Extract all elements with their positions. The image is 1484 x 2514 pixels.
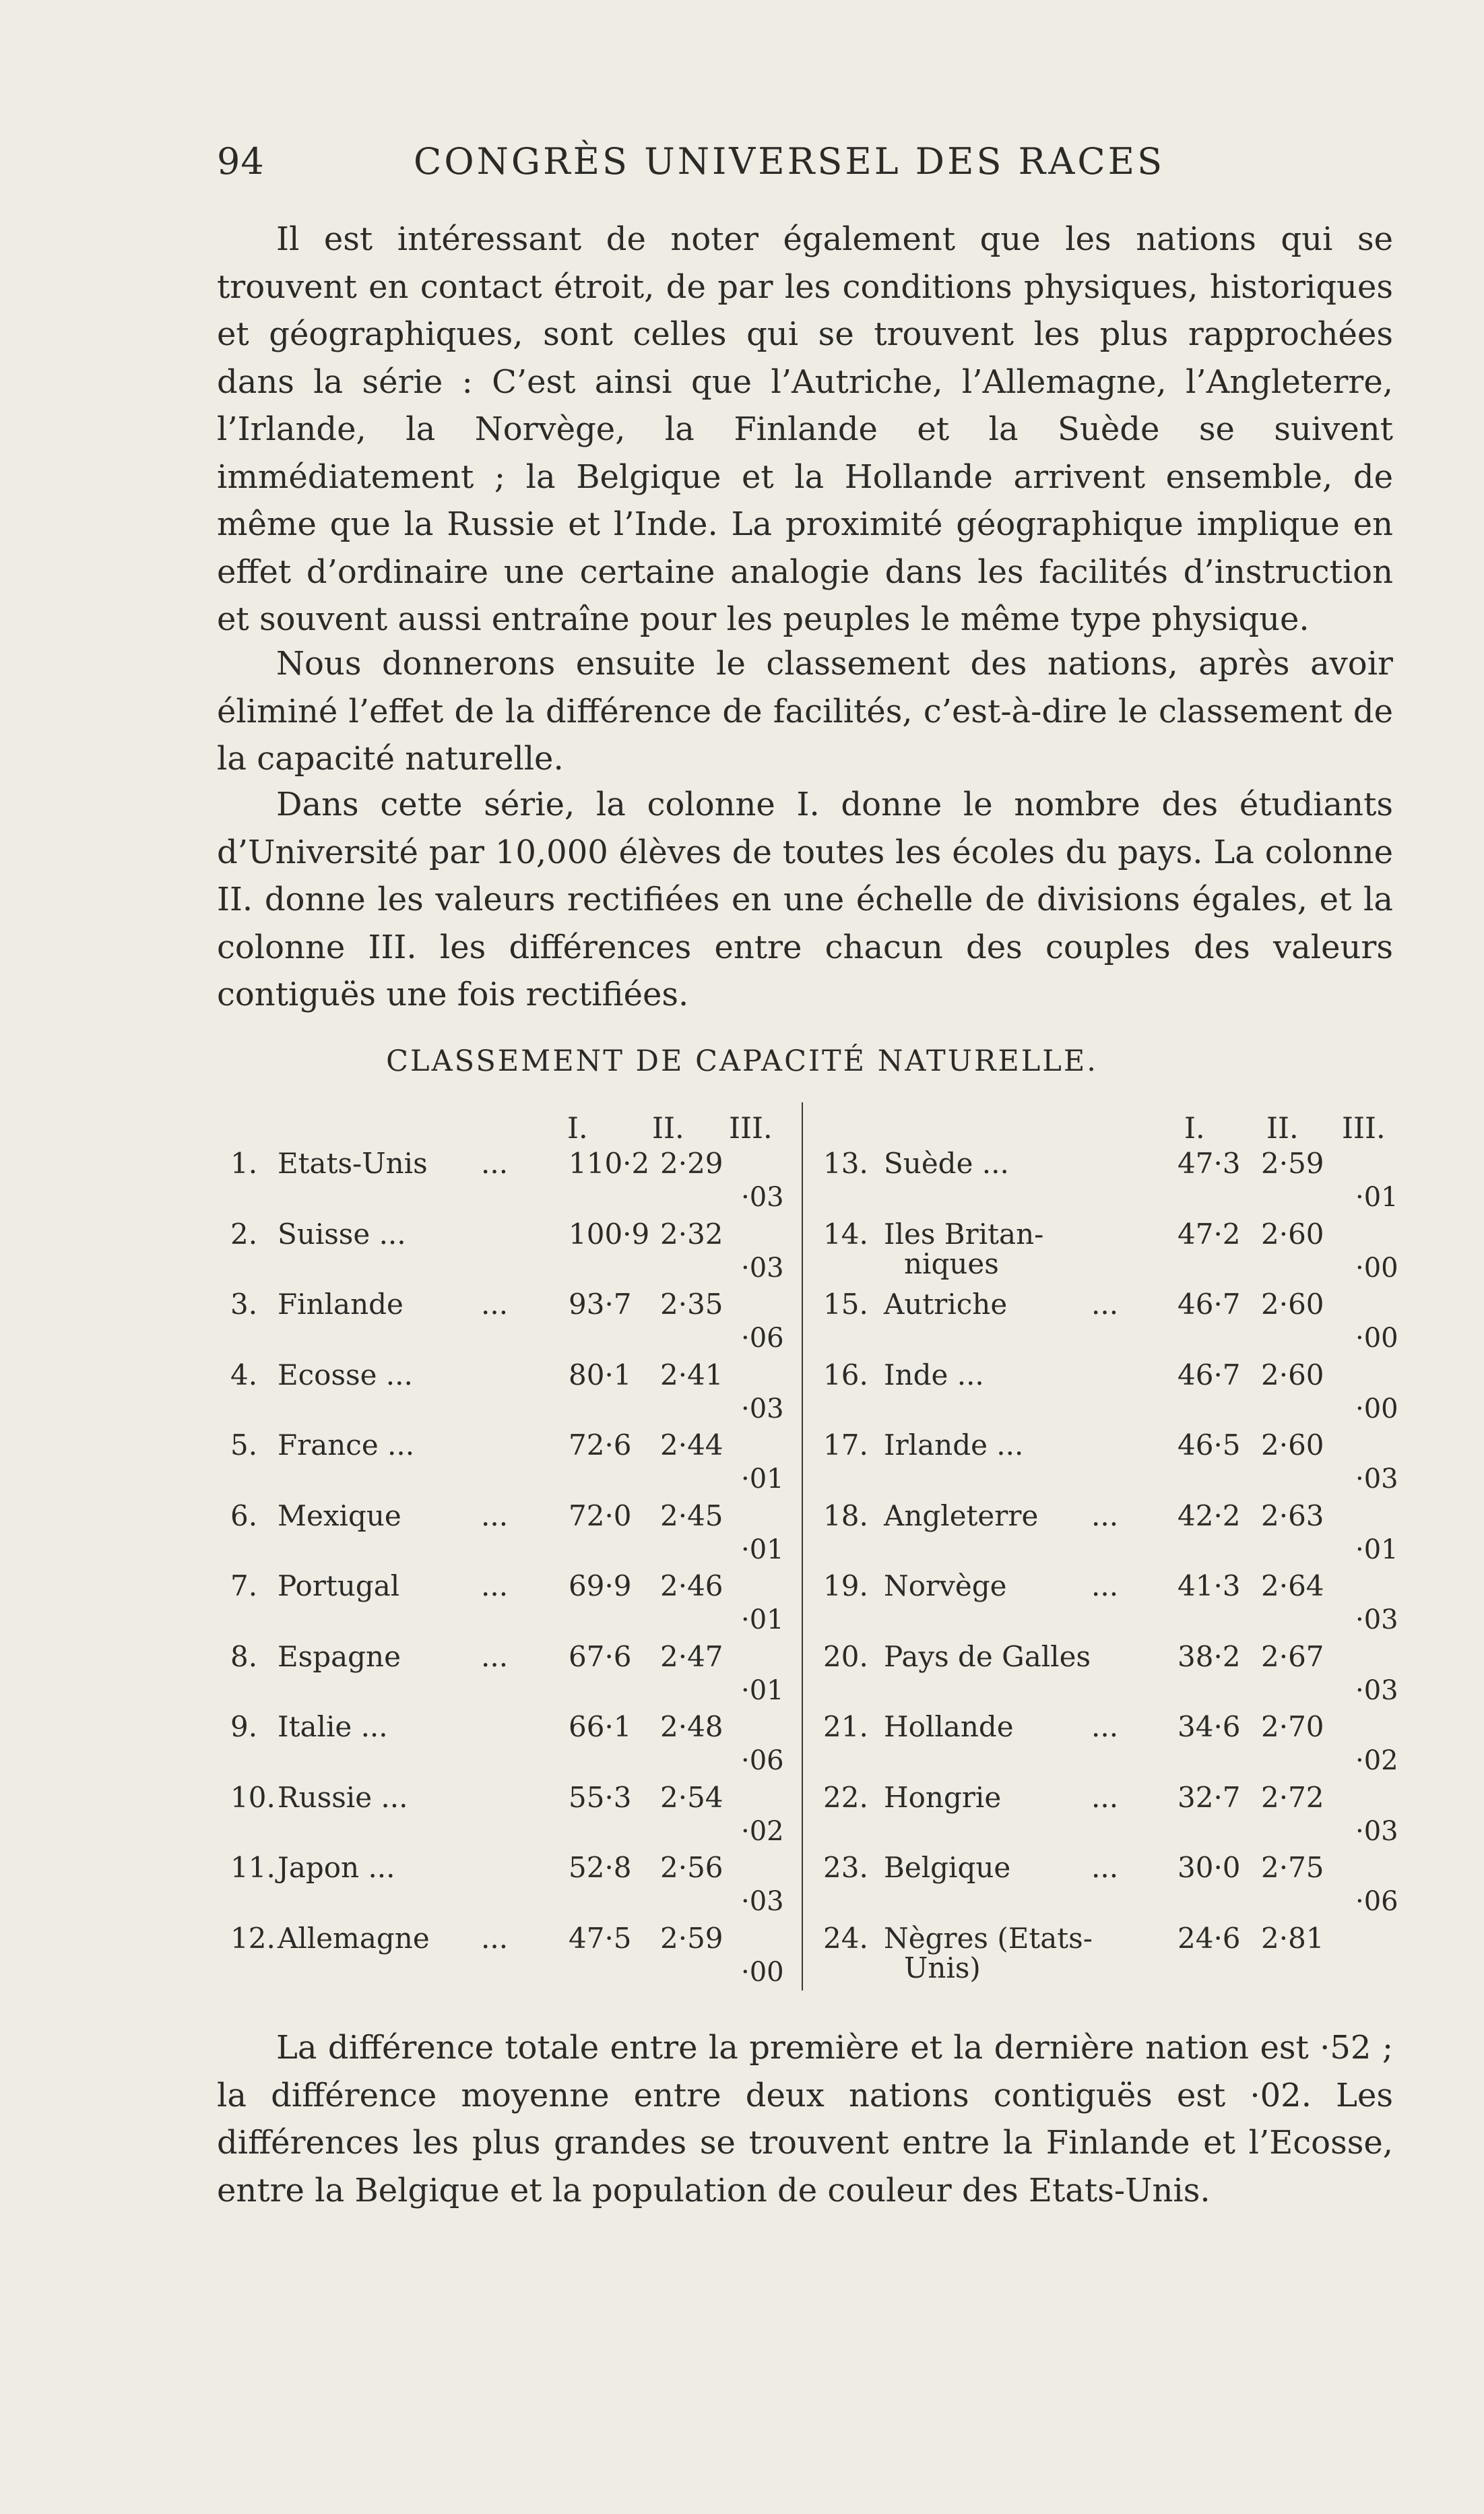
leader-dots: ...: [481, 1569, 509, 1602]
column-iii-difference: ·06: [1355, 1886, 1398, 1917]
rank-number: 9.: [230, 1710, 258, 1743]
column-iii-difference: ·03: [741, 1393, 784, 1424]
nation-name: Nègres (Etats-: [884, 1921, 1093, 1955]
column-iii-difference: ·01: [1355, 1534, 1398, 1565]
paragraph-3: [217, 781, 1393, 1019]
rank-number: 10.: [230, 1780, 276, 1814]
column-iii-difference: ·03: [1355, 1674, 1398, 1706]
column-ii-value: 2·45: [660, 1499, 723, 1532]
column-iii-difference: ·03: [1355, 1604, 1398, 1635]
column-ii-value: 2·29: [660, 1147, 723, 1180]
rank-number: 8.: [230, 1639, 258, 1673]
column-i-value: 30·0: [1177, 1851, 1241, 1884]
rank-number: 11.: [230, 1851, 276, 1884]
nation-name-continued: niques: [904, 1247, 999, 1280]
column-iii-difference: ·03: [1355, 1815, 1398, 1847]
column-i-value: 66·1: [569, 1710, 632, 1743]
column-i-value: 55·3: [569, 1780, 632, 1814]
nation-name: Suède ...: [884, 1147, 1009, 1180]
column-iii-difference: ·00: [741, 1956, 784, 1988]
nation-name: Suisse ...: [278, 1217, 406, 1251]
column-i-value: 67·6: [569, 1639, 632, 1673]
leader-dots: ...: [1091, 1851, 1119, 1884]
column-i-value: 47·5: [569, 1921, 632, 1955]
leader-dots: ...: [1091, 1569, 1119, 1602]
column-ii-value: 2·32: [660, 1217, 723, 1251]
column-ii-value: 2·60: [1261, 1358, 1324, 1391]
nation-name: Japon ...: [278, 1851, 395, 1884]
rank-number: 16.: [823, 1358, 868, 1391]
column-i-value: 72·0: [569, 1499, 632, 1532]
rank-number: 20.: [823, 1639, 868, 1673]
rank-number: 19.: [823, 1569, 868, 1602]
column-i-value: 32·7: [1177, 1780, 1241, 1814]
paragraph-2: [217, 640, 1393, 783]
page-number: 94: [217, 140, 265, 183]
rank-number: 23.: [823, 1851, 868, 1884]
rank-number: 6.: [230, 1499, 258, 1532]
column-iii-difference: ·00: [1355, 1393, 1398, 1424]
column-i-value: 93·7: [569, 1288, 632, 1321]
column-i-value: 24·6: [1177, 1921, 1241, 1955]
leader-dots: ...: [1091, 1499, 1119, 1532]
column-ii-value: 2·54: [660, 1780, 723, 1814]
col-header-right-2: II.: [1266, 1112, 1299, 1145]
rank-number: 5.: [230, 1428, 258, 1462]
nation-name: Angleterre: [884, 1499, 1039, 1532]
rank-number: 12.: [230, 1921, 276, 1955]
column-iii-difference: ·01: [1355, 1182, 1398, 1213]
column-ii-value: 2·35: [660, 1288, 723, 1321]
nation-name: Hollande: [884, 1710, 1014, 1743]
nation-name: Etats-Unis: [278, 1147, 428, 1180]
rank-number: 3.: [230, 1288, 258, 1321]
column-ii-value: 2·75: [1261, 1851, 1324, 1884]
column-iii-difference: ·03: [1355, 1464, 1398, 1495]
nation-name: France ...: [278, 1428, 415, 1462]
column-i-value: 46·5: [1177, 1428, 1241, 1462]
rank-number: 14.: [823, 1217, 868, 1251]
nation-name: Portugal: [278, 1569, 400, 1602]
paragraph-4: [217, 2024, 1393, 2214]
nation-name: Pays de Galles: [884, 1639, 1091, 1673]
table-title: CLASSEMENT DE CAPACITÉ NATURELLE.: [386, 1044, 1098, 1078]
leader-dots: ...: [481, 1921, 509, 1955]
col-header-right-3: III.: [1342, 1112, 1386, 1145]
column-i-value: 52·8: [569, 1851, 632, 1884]
nation-name: Mexique: [278, 1499, 401, 1532]
column-ii-value: 2·60: [1261, 1217, 1324, 1251]
nation-name: Finlande: [278, 1288, 404, 1321]
column-ii-value: 2·72: [1261, 1780, 1324, 1814]
column-iii-difference: ·01: [741, 1464, 784, 1495]
column-ii-value: 2·81: [1261, 1921, 1324, 1955]
column-ii-value: 2·60: [1261, 1288, 1324, 1321]
column-divider: [802, 1102, 803, 1990]
leader-dots: ...: [481, 1288, 509, 1321]
column-i-value: 72·6: [569, 1428, 632, 1462]
nation-name: Inde ...: [884, 1358, 984, 1391]
rank-number: 24.: [823, 1921, 868, 1955]
rank-number: 2.: [230, 1217, 258, 1251]
column-iii-difference: ·02: [741, 1815, 784, 1847]
capacity-table: [217, 1102, 1402, 1992]
column-iii-difference: ·03: [741, 1182, 784, 1213]
nation-name: Autriche: [884, 1288, 1008, 1321]
column-iii-difference: ·02: [1355, 1745, 1398, 1776]
column-iii-difference: ·03: [741, 1886, 784, 1917]
column-ii-value: 2·44: [660, 1428, 723, 1462]
col-header-left-2: II.: [652, 1112, 684, 1145]
column-ii-value: 2·46: [660, 1569, 723, 1602]
paragraph-text: Dans cette série, la colonne I. donne le nombre des étudiants d’Université par 10,000 élèves de toutes les écoles du pays. La colonne II. donne les valeurs rectifiées en une échelle de divisions égales, et la colonne III. les différences entre chacun des couples des valeurs contiguës une fois rectifiées.: [217, 786, 1393, 1013]
nation-name: Iles Britan-: [884, 1217, 1044, 1251]
rank-number: 17.: [823, 1428, 868, 1462]
rank-number: 4.: [230, 1358, 258, 1391]
paragraph-1: [217, 216, 1393, 643]
leader-dots: ...: [481, 1499, 509, 1532]
rank-number: 1.: [230, 1147, 258, 1180]
nation-name: Irlande ...: [884, 1428, 1024, 1462]
paragraph-text: La différence totale entre la première et la dernière nation est ·52 ; la différence moyenne entre deux nations contiguës est ·02. Les différences les plus grandes se trouvent entre la Finlande et l’Ecosse, entre la Belgique et la population de couleur des Etats-Unis.: [217, 2029, 1393, 2209]
nation-name: Russie ...: [278, 1780, 408, 1814]
column-i-value: 110·2: [569, 1147, 650, 1180]
column-i-value: 69·9: [569, 1569, 632, 1602]
paragraph-text: Nous donnerons ensuite le classement des nations, après avoir éliminé l’effet de la différence de facilités, c’est-à-dire le classement de la capacité naturelle.: [217, 645, 1393, 778]
column-ii-value: 2·47: [660, 1639, 723, 1673]
rank-number: 18.: [823, 1499, 868, 1532]
column-ii-value: 2·70: [1261, 1710, 1324, 1743]
column-iii-difference: ·01: [741, 1534, 784, 1565]
column-ii-value: 2·67: [1261, 1639, 1324, 1673]
column-ii-value: 2·60: [1261, 1428, 1324, 1462]
column-i-value: 47·2: [1177, 1217, 1241, 1251]
col-header-left-1: I.: [567, 1112, 588, 1145]
column-iii-difference: ·00: [1355, 1252, 1398, 1284]
column-ii-value: 2·48: [660, 1710, 723, 1743]
column-ii-value: 2·56: [660, 1851, 723, 1884]
column-iii-difference: ·06: [741, 1745, 784, 1776]
nation-name: Belgique: [884, 1851, 1011, 1884]
leader-dots: ...: [1091, 1780, 1119, 1814]
column-i-value: 34·6: [1177, 1710, 1241, 1743]
column-iii-difference: ·03: [741, 1252, 784, 1284]
rank-number: 15.: [823, 1288, 868, 1321]
nation-name: Ecosse ...: [278, 1358, 413, 1391]
rank-number: 13.: [823, 1147, 868, 1180]
nation-name: Allemagne: [278, 1921, 430, 1955]
column-i-value: 47·3: [1177, 1147, 1241, 1180]
running-title: CONGRÈS UNIVERSEL DES RACES: [414, 140, 1165, 183]
column-i-value: 100·9: [569, 1217, 650, 1251]
column-i-value: 46·7: [1177, 1288, 1241, 1321]
column-iii-difference: ·06: [741, 1323, 784, 1354]
rank-number: 22.: [823, 1780, 868, 1814]
rank-number: 7.: [230, 1569, 258, 1602]
leader-dots: ...: [1091, 1288, 1119, 1321]
column-ii-value: 2·41: [660, 1358, 723, 1391]
column-i-value: 46·7: [1177, 1358, 1241, 1391]
column-iii-difference: ·01: [741, 1604, 784, 1635]
col-header-left-3: III.: [729, 1112, 773, 1145]
col-header-right-1: I.: [1184, 1112, 1205, 1145]
column-iii-difference: ·01: [741, 1674, 784, 1706]
column-ii-value: 2·63: [1261, 1499, 1324, 1532]
rank-number: 21.: [823, 1710, 868, 1743]
leader-dots: ...: [481, 1639, 509, 1673]
leader-dots: ...: [1091, 1710, 1119, 1743]
nation-name: Espagne: [278, 1639, 401, 1673]
column-i-value: 80·1: [569, 1358, 632, 1391]
nation-name: Norvège: [884, 1569, 1007, 1602]
column-i-value: 38·2: [1177, 1639, 1241, 1673]
column-iii-difference: ·00: [1355, 1323, 1398, 1354]
column-i-value: 42·2: [1177, 1499, 1241, 1532]
column-ii-value: 2·64: [1261, 1569, 1324, 1602]
column-ii-value: 2·59: [1261, 1147, 1324, 1180]
nation-name-continued: Unis): [904, 1951, 981, 1984]
nation-name: Italie ...: [278, 1710, 388, 1743]
column-i-value: 41·3: [1177, 1569, 1241, 1602]
column-ii-value: 2·59: [660, 1921, 723, 1955]
paragraph-text: Il est intéressant de noter également que les nations qui se trouvent en contact étroit, de par les conditions physiques, historiques et géographiques, sont celles qui se trouvent les plus rapprochées dans la série : C’est ainsi que l’Autriche, l’Allemagne, l’Angleterre, l’Irlande, la Norvège, la Finlande et la Suède se suivent immédiatement ; la Belgique et la Hollande arrivent ensemble, de même que la Russie et l’Inde. La proximité géographique implique en effet d’ordinaire une certaine analogie dans les facilités d’instruction et souvent aussi entraîne pour les peuples le même type physique.: [217, 220, 1393, 638]
nation-name: Hongrie: [884, 1780, 1002, 1814]
leader-dots: ...: [481, 1147, 509, 1180]
